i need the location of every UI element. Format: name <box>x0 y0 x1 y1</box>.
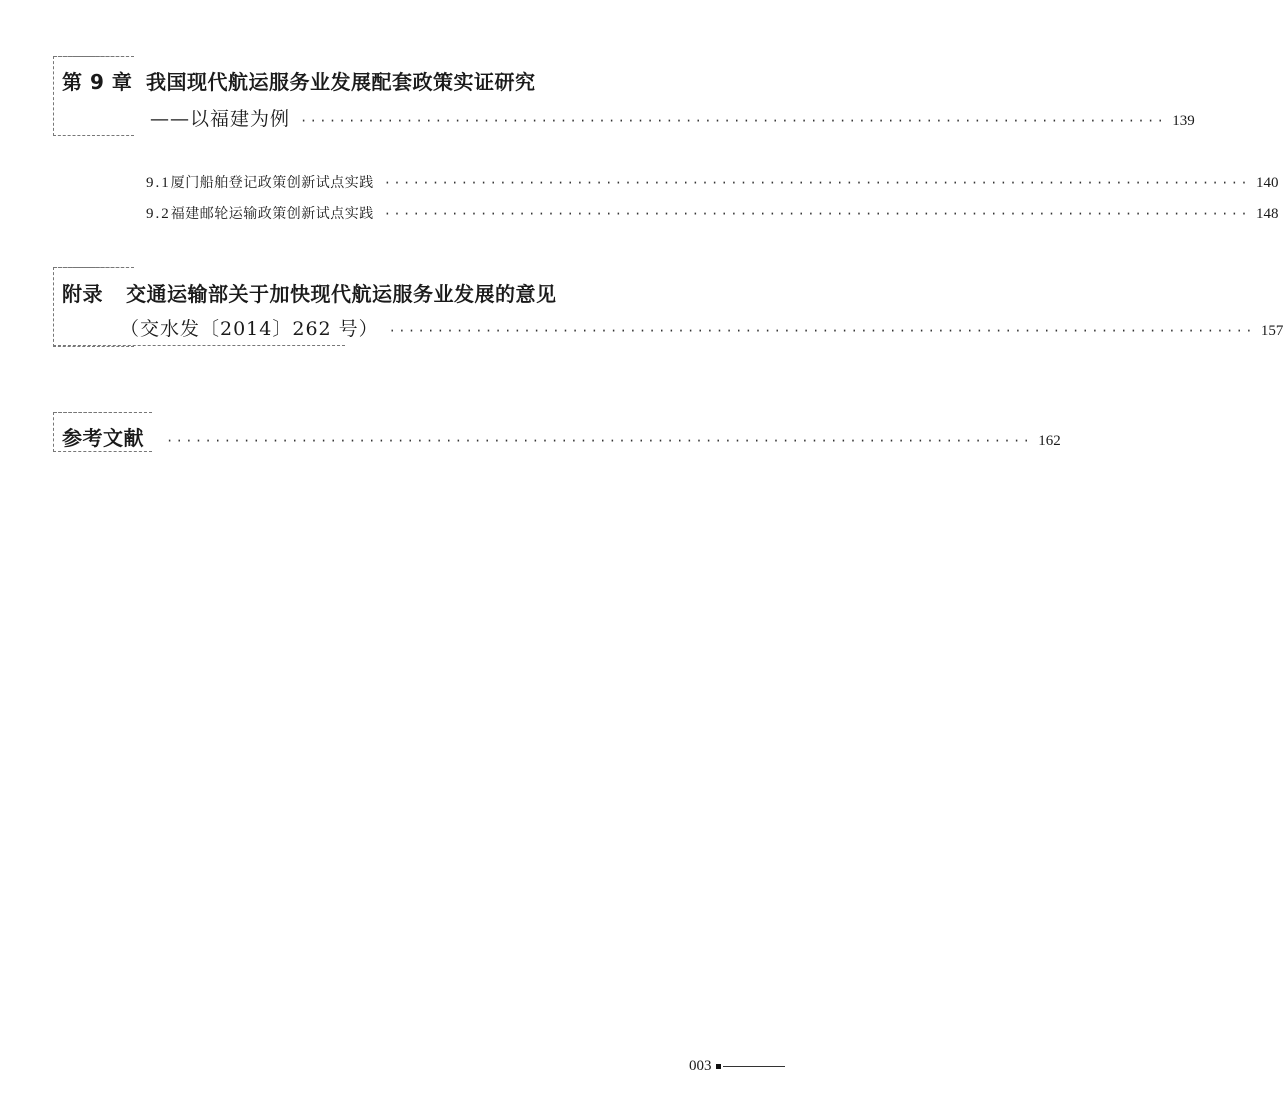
chapter-9-page-number: 139 <box>1172 113 1195 129</box>
dot-leader: ·························································································· <box>166 434 1033 448</box>
section-title: 福建邮轮运输政策创新试点实践 <box>170 206 374 222</box>
chapter-9-label: 第 9 章 <box>62 70 133 94</box>
section-title: 厦门船舶登记政策创新试点实践 <box>170 175 374 191</box>
appendix-heading <box>62 278 557 307</box>
appendix-subtitle-entry[interactable] <box>120 314 1283 341</box>
chapter-9-subtitle-entry[interactable] <box>150 104 1195 131</box>
appendix-label: 附录 <box>62 282 103 306</box>
dot-leader: ·························································································· <box>388 324 1255 338</box>
dot-leader: ·························································································· <box>383 176 1250 190</box>
appendix-title: 交通运输部关于加快现代航运服务业发展的意见 <box>126 282 557 306</box>
appendix-box-bottom <box>53 345 345 346</box>
folio-square-icon <box>716 1064 721 1069</box>
section-number: 9.1 <box>146 175 171 191</box>
dot-leader: ·························································································· <box>383 207 1250 221</box>
chapter-9-heading <box>62 66 536 95</box>
references-page-number: 162 <box>1038 433 1061 449</box>
folio-rule <box>723 1066 785 1067</box>
section-number: 9.2 <box>146 206 171 222</box>
folio-number: 003 <box>689 1058 712 1074</box>
references-label: 参考文献 <box>62 426 144 450</box>
appendix-page-number: 157 <box>1260 323 1283 339</box>
section-page-number: 140 <box>1255 175 1279 191</box>
dot-leader: ·························································································· <box>300 114 1167 128</box>
chapter-9-title: 我国现代航运服务业发展配套政策实证研究 <box>146 70 536 94</box>
chapter-9-subtitle: ——以福建为例 <box>150 108 291 130</box>
page-footer <box>689 1058 785 1075</box>
section-9-2-entry[interactable] <box>146 203 1279 223</box>
appendix-subtitle: （交水发〔2014〕262 号） <box>120 318 379 340</box>
section-9-1-entry[interactable] <box>146 172 1279 192</box>
section-page-number: 148 <box>1255 206 1279 222</box>
references-entry[interactable] <box>62 422 1061 451</box>
